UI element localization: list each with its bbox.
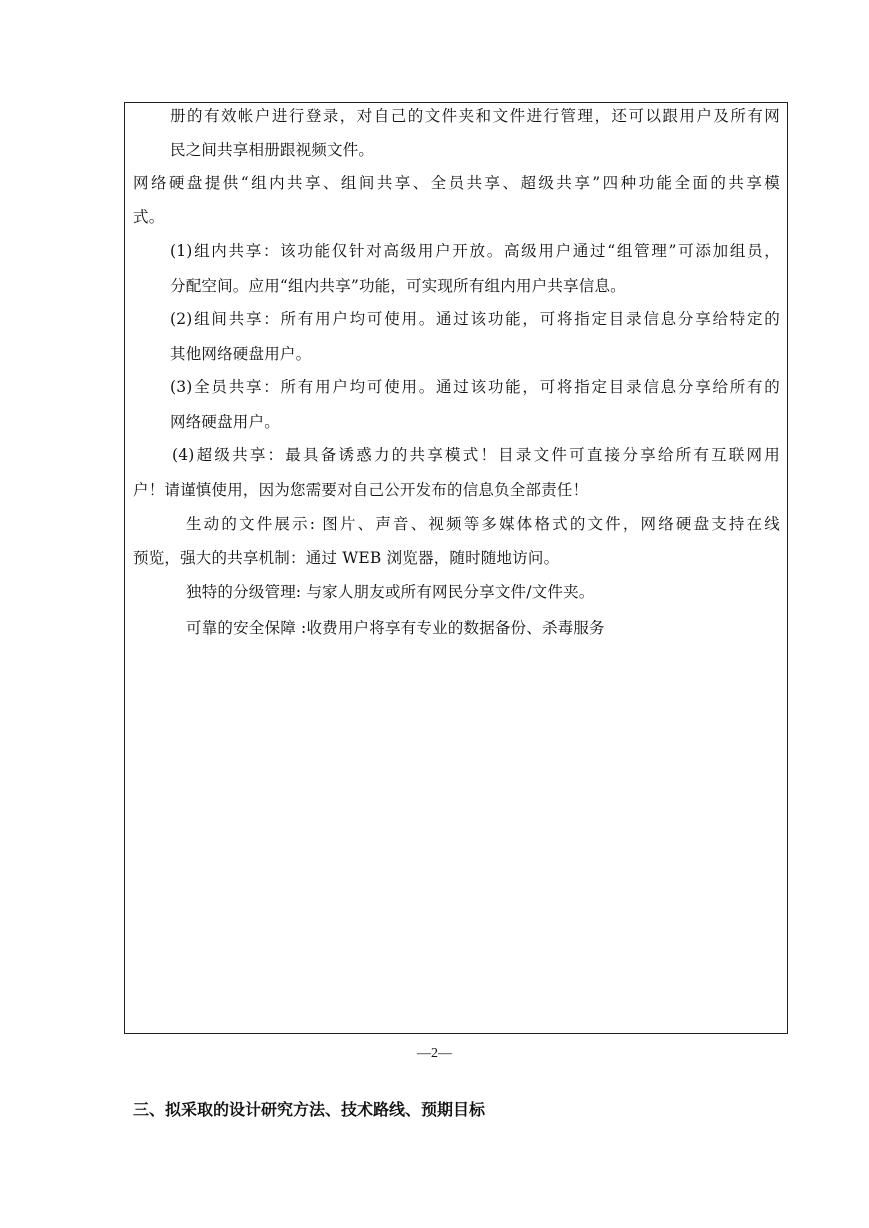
paragraph-line: 网络硬盘提供“组内共享、组间共享、全员共享、超级共享”四种功能全面的共享模 — [133, 174, 780, 192]
paragraph-line: (3)全员共享：所有用户均可使用。通过该功能，可将指定目录信息分享给所有的 — [170, 378, 780, 396]
paragraph-line: (4)超级共享：最具备诱惑力的共享模式！目录文件可直接分享给所有互联网用 — [172, 446, 780, 464]
paragraph-line: 户！请谨慎使用，因为您需要对自己公开发布的信息负全部责任！ — [133, 481, 589, 499]
section-heading: 三、拟采取的设计研究方法、技术路线、预期目标 — [133, 1100, 486, 1119]
paragraph-line: 式。 — [133, 208, 165, 226]
page-number: —2— — [417, 1046, 452, 1061]
paragraph-line: 分配空间。应用“组内共享”功能，可实现所有组内用户共享信息。 — [170, 277, 626, 295]
paragraph-line: (1)组内共享：该功能仅针对高级用户开放。高级用户通过“组管理”可添加组员， — [170, 242, 780, 260]
paragraph-line: 独特的分级管理: 与家人朋友或所有网民分享文件/文件夹。 — [186, 583, 595, 601]
paragraph-line: 可靠的安全保障 :收费用户将享有专业的数据备份、杀毒服务 — [186, 619, 605, 637]
paragraph-line: 网络硬盘用户。 — [170, 413, 280, 431]
paragraph-line: 民之间共享相册跟视频文件。 — [170, 141, 375, 159]
paragraph-line: 预览，强大的共享机制：通过 WEB 浏览器，随时随地访问。 — [133, 549, 560, 567]
paragraph-line: (2)组间共享：所有用户均可使用。通过该功能，可将指定目录信息分享给特定的 — [170, 310, 780, 328]
paragraph-line: 其他网络硬盘用户。 — [170, 345, 312, 363]
paragraph-line: 生动的文件展示: 图片、声音、视频等多媒体格式的文件，网络硬盘支持在线 — [186, 515, 780, 533]
paragraph-line: 册的有效帐户进行登录，对自己的文件夹和文件进行管理，还可以跟用户及所有网 — [170, 107, 780, 125]
